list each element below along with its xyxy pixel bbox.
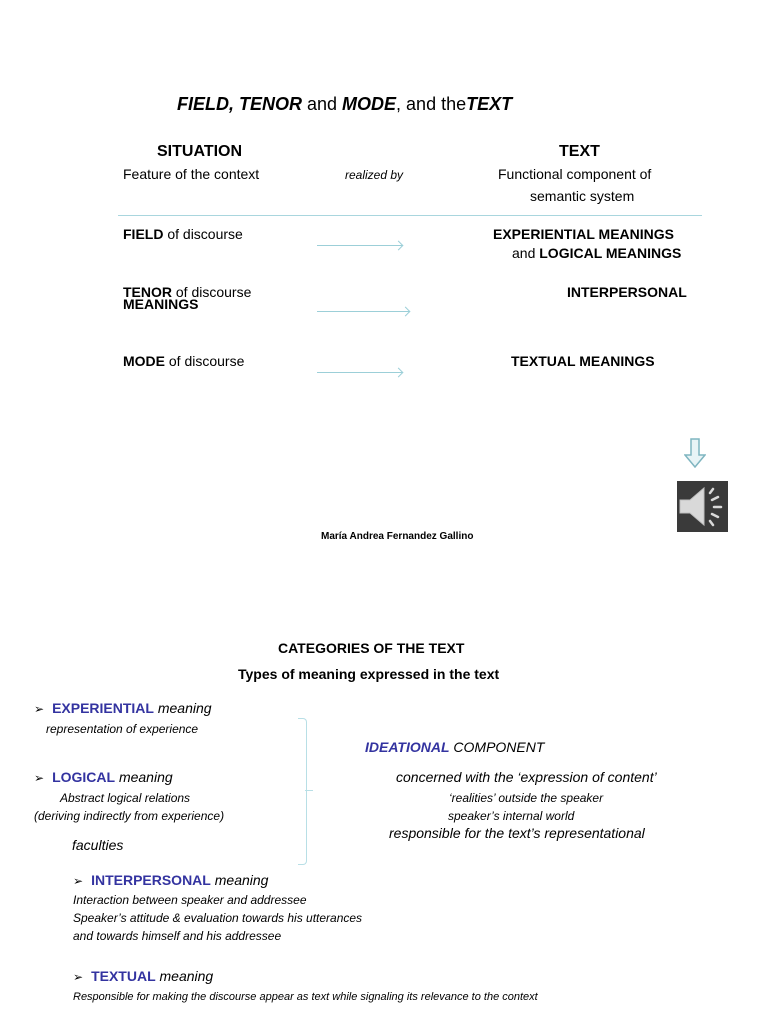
textual-desc: Responsible for making the discourse appear as text while signaling its relevance to the context — [73, 991, 538, 1003]
textual-label: TEXTUAL — [91, 968, 156, 984]
title-and-the: , and the — [396, 94, 467, 114]
down-arrow-icon[interactable] — [684, 438, 706, 468]
situation-heading: SITUATION — [157, 143, 243, 160]
tenor-label: TENOR — [123, 284, 172, 300]
interpersonal-item — [73, 872, 268, 888]
slide1-title — [177, 94, 512, 115]
title-text: TEXT — [466, 94, 513, 114]
field-label: FIELD — [123, 226, 164, 242]
author-credit: María Andrea Fernandez Gallino — [321, 531, 474, 542]
ideational-suffix: COMPONENT — [449, 739, 545, 755]
grouping-brace — [298, 718, 307, 865]
interpersonal-desc-2: Speaker’s attitude & evaluation towards his utterances — [73, 911, 363, 925]
ideational-component — [365, 739, 544, 755]
and-label: and — [512, 245, 540, 261]
header-divider — [118, 215, 702, 216]
text-heading: TEXT — [559, 143, 600, 160]
mode-label: MODE — [123, 353, 165, 369]
slide2-subtitle: Types of meaning expressed in the text — [238, 666, 500, 682]
tenor-arrow-head — [401, 307, 411, 317]
logical-meanings — [512, 245, 681, 261]
bullet-icon: ➢ — [73, 970, 84, 984]
textual-meanings: TEXTUAL MEANINGS — [511, 353, 655, 369]
experiential-desc: representation of experience — [46, 722, 199, 736]
logical-item — [34, 769, 173, 785]
textual-suffix: meaning — [155, 968, 214, 984]
interpersonal-suffix: meaning — [210, 872, 269, 888]
situation-subheading: Feature of the context — [123, 166, 260, 182]
logical-desc-2: (deriving indirectly from experience) — [34, 809, 225, 823]
ideational-line-3: speaker’s internal world — [448, 809, 575, 823]
experiential-item — [34, 700, 212, 716]
experiential-label: EXPERIENTIAL — [52, 700, 154, 716]
meanings-overlap: MEANINGS — [123, 296, 199, 312]
ideational-line-1: concerned with the ‘expression of content’ — [396, 769, 657, 785]
mode-arrow — [317, 372, 402, 373]
mode-suffix: of discourse — [165, 353, 245, 369]
field-arrow — [317, 245, 402, 246]
field-arrow-head — [394, 241, 404, 251]
title-field-tenor: FIELD, TENOR — [177, 94, 302, 114]
bullet-icon: ➢ — [34, 771, 45, 785]
speaker-button[interactable] — [677, 481, 728, 532]
logical-meanings-label: LOGICAL MEANINGS — [539, 245, 682, 261]
field-suffix: of discourse — [163, 226, 243, 242]
faculties-label: faculties — [72, 837, 124, 853]
title-mode: MODE — [342, 94, 397, 114]
logical-desc-1: Abstract logical relations — [60, 791, 191, 805]
tenor-suffix: of discourse — [172, 284, 252, 300]
tenor-arrow — [317, 311, 409, 312]
title-and: and — [302, 94, 343, 114]
experiential-meanings: EXPERIENTIAL MEANINGS — [493, 226, 674, 242]
bullet-icon: ➢ — [73, 874, 84, 888]
textual-item — [73, 968, 213, 984]
text-subheading-line2: semantic system — [530, 188, 635, 204]
logical-label: LOGICAL — [52, 769, 116, 785]
grouping-brace-tip — [305, 790, 313, 791]
interpersonal-desc-3: and towards himself and his addressee — [73, 929, 282, 943]
text-subheading-line1: Functional component of — [498, 166, 652, 182]
speaker-icon — [677, 481, 728, 532]
realized-by-label: realized by — [345, 168, 404, 182]
slide2-title: CATEGORIES OF THE TEXT — [278, 640, 465, 656]
mode-of-discourse — [123, 353, 244, 369]
interpersonal-label: INTERPERSONAL — [91, 872, 211, 888]
logical-suffix: meaning — [115, 769, 173, 785]
ideational-label: IDEATIONAL — [365, 739, 450, 755]
interpersonal-desc-1: Interaction between speaker and addressee — [73, 893, 307, 907]
experiential-suffix: meaning — [153, 700, 212, 716]
interpersonal-label: INTERPERSONAL — [567, 284, 687, 300]
bullet-icon: ➢ — [34, 702, 45, 716]
field-of-discourse — [123, 226, 243, 242]
ideational-line-2: ‘realities’ outside the speaker — [449, 791, 604, 805]
mode-arrow-head — [394, 368, 404, 378]
ideational-line-4: responsible for the text’s representational — [389, 825, 645, 841]
